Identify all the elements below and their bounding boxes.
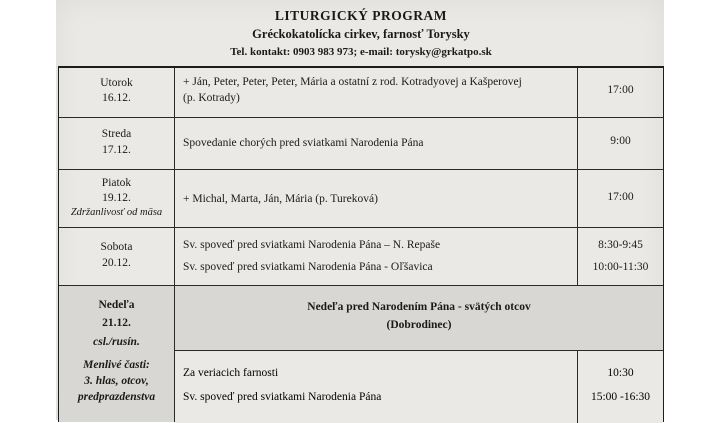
day-cell (59, 118, 175, 169)
intention-line: (p. Kotrady) (183, 92, 240, 104)
day-date: 19.12. (102, 192, 131, 204)
day-name: Nedeľa (98, 299, 135, 311)
day-cell (59, 286, 175, 422)
intention-line: + Ján, Peter, Peter, Peter, Mária a ostatní z rod. Kotradyovej a Kašperovej (183, 76, 522, 88)
time-value: 9:00 (610, 135, 631, 147)
time-cell (578, 68, 663, 117)
fasting-note: Zdržanlivosť od mäsa (70, 207, 163, 218)
intention-line: + Michal, Marta, Ján, Mária (p. Tureková) (183, 193, 378, 205)
time-cell (578, 228, 663, 285)
intention-cell (175, 68, 578, 117)
column-divider (577, 351, 578, 423)
day-cell (59, 228, 175, 285)
time-cell (578, 170, 663, 227)
rite-label: csl./rusín. (93, 336, 140, 348)
time-cell (578, 118, 663, 169)
time-value: 10:30 (607, 367, 634, 379)
table-row (59, 118, 663, 170)
day-name: Piatok (101, 177, 132, 189)
intention-cell (175, 118, 578, 169)
intention-line: Sv. spoveď pred sviatkami Narodenia Pána - Oľšavica (183, 261, 433, 273)
intention-line: Spovedanie chorých pred sviatkami Narodenia Pána (183, 137, 424, 149)
table-row (59, 68, 663, 118)
sunday-heading-sub: (Dobrodinec) (386, 319, 452, 331)
intention-line: Sv. spoveď pred sviatkami Narodenia Pána – N. Repaše (183, 239, 441, 251)
intention-cell (175, 228, 578, 285)
sunday-heading: Nedeľa pred Narodením Pána - svätých otcov (307, 301, 531, 313)
day-date: 17.12. (102, 144, 131, 156)
program-title: LITURGICKÝ PROGRAM (274, 8, 448, 23)
changes-text: predprazdenstva (77, 391, 156, 403)
day-cell (59, 68, 175, 117)
time-value: 8:30-9:45 (598, 239, 643, 251)
intention-line: Sv. spoveď pred sviatkami Narodenia Pána (183, 391, 382, 403)
time-value: 17:00 (607, 84, 634, 96)
schedule-table (58, 66, 664, 422)
time-value: 15:00 -16:30 (590, 391, 651, 403)
day-date: 16.12. (102, 92, 131, 104)
table-row (59, 286, 663, 422)
changes-label: Menlivé časti: (83, 359, 150, 371)
intention-line: Za veriacich farnosti (183, 367, 279, 379)
table-row (59, 170, 663, 228)
day-name: Sobota (100, 241, 133, 253)
sunday-services (175, 350, 663, 423)
time-value: 17:00 (607, 191, 634, 203)
day-cell (59, 170, 175, 227)
parish-subtitle: Gréckokatolícka cirkev, farnosť Torysky (252, 27, 470, 41)
day-name: Streda (101, 128, 132, 140)
intention-cell (175, 170, 578, 227)
time-value: 10:00-11:30 (592, 261, 649, 273)
day-date: 21.12. (102, 317, 131, 329)
table-row (59, 228, 663, 286)
program-header (58, 0, 664, 66)
day-date: 20.12. (102, 257, 131, 269)
contact-line: Tel. kontakt: 0903 983 973; e-mail: torysky@grkatpo.sk (230, 46, 492, 58)
changes-text: 3. hlas, otcov, (84, 375, 149, 387)
day-name: Utorok (100, 77, 133, 89)
